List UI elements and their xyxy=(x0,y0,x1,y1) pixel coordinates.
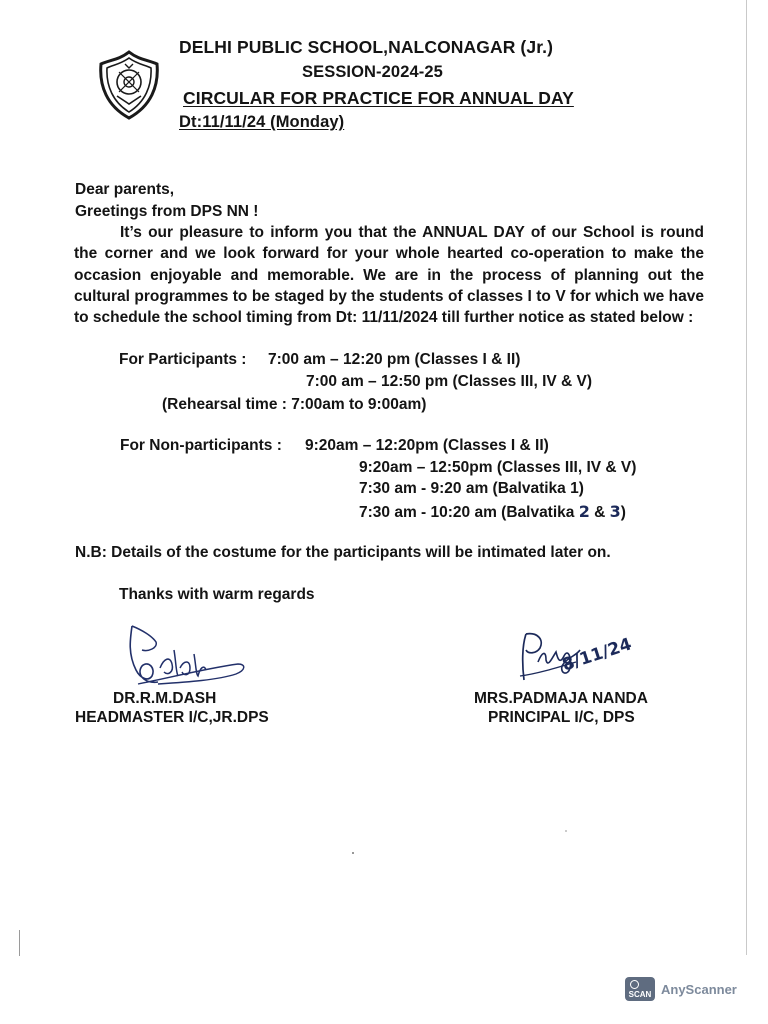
non-participants-time-4 xyxy=(359,502,626,522)
greeting: Greetings from DPS NN ! xyxy=(75,203,259,220)
balvatika-prefix: 7:30 am - 10:20 am (Balvatika xyxy=(359,504,579,521)
principal-handwritten-date: 8/11/24 xyxy=(559,634,635,676)
circular-date: Dt:11/11/24 (Monday) xyxy=(179,113,345,131)
school-emblem-logo xyxy=(95,48,163,122)
school-name: DELHI PUBLIC SCHOOL,NALCONAGAR (Jr.) xyxy=(179,37,554,57)
handwritten-number-2: 2 xyxy=(578,502,590,521)
salutation: Dear parents, xyxy=(75,181,175,198)
circular-title: CIRCULAR FOR PRACTICE FOR ANNUAL DAY xyxy=(183,88,574,108)
scan-speck xyxy=(565,830,567,832)
scanner-logo-text: SCAN xyxy=(628,990,652,999)
participants-label: For Participants : xyxy=(119,351,247,368)
principal-name: MRS.PADMAJA NANDA xyxy=(474,690,648,707)
participants-time-2: 7:00 am – 12:50 pm (Classes III, IV & V) xyxy=(306,373,593,390)
session: SESSION-2024-25 xyxy=(302,63,443,81)
non-participants-time-1: 9:20am – 12:20pm (Classes I & II) xyxy=(305,437,549,454)
letter-paragraph xyxy=(74,222,704,328)
headmaster-signature xyxy=(118,620,253,692)
non-participants-label: For Non-participants : xyxy=(120,437,282,454)
non-participants-time-3: 7:30 am - 9:20 am (Balvatika 1) xyxy=(359,480,584,497)
page-edge-left xyxy=(19,930,20,956)
rehearsal-time: (Rehearsal time : 7:00am to 9:00am) xyxy=(162,396,427,413)
anyscanner-watermark xyxy=(625,976,737,1002)
principal-title: PRINCIPAL I/C, DPS xyxy=(488,709,635,726)
non-participants-time-2: 9:20am – 12:50pm (Classes III, IV & V) xyxy=(359,459,637,476)
handwritten-number-3: 3 xyxy=(609,502,621,521)
scanner-logo-icon xyxy=(625,977,655,1001)
headmaster-title: HEADMASTER I/C,JR.DPS xyxy=(75,709,269,726)
scan-speck xyxy=(352,852,354,854)
headmaster-name: DR.R.M.DASH xyxy=(113,690,217,707)
watermark-app-name: AnyScanner xyxy=(661,981,737,997)
letter-paragraph-text: It’s our pleasure to inform you that the ANNUAL DAY of our School is round the corner and we look forward for your whole hearted co-operation to make the occasion enjoyable and memorable. We are in the process of planning out the cultural programmes to be staged by the students of classes I to V for which we have to schedule the school timing from Dt: 11/11/2024 till further notice as stated below : xyxy=(74,224,704,327)
nb-note: N.B: Details of the costume for the participants will be intimated later on. xyxy=(75,544,611,561)
balvatika-close: ) xyxy=(620,504,626,521)
balvatika-amp: & xyxy=(589,504,610,521)
participants-time-1: 7:00 am – 12:20 pm (Classes I & II) xyxy=(268,351,521,368)
closing-regards: Thanks with warm regards xyxy=(119,586,315,603)
page-edge-right xyxy=(746,0,747,955)
